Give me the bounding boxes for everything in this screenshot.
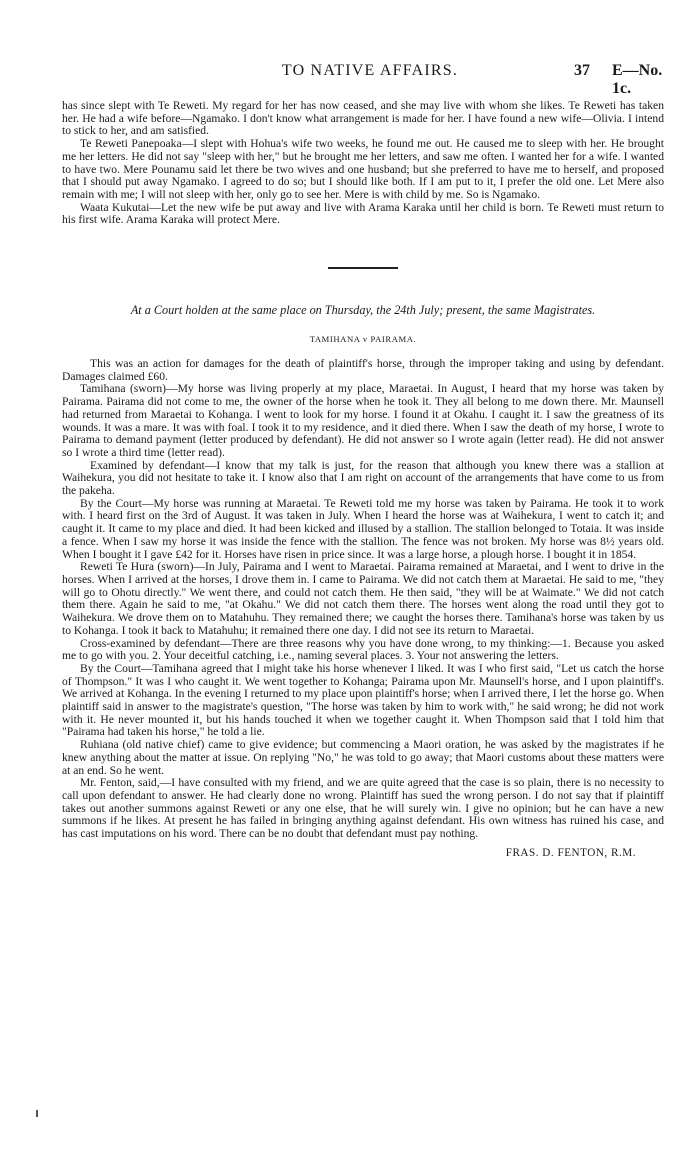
court-heading: At a Court holden at the same place on Thursday, the 24th July; present, the same Magistrates. — [130, 303, 596, 318]
margin-mark — [36, 1110, 38, 1117]
page-header — [60, 62, 680, 97]
page-number: 37 — [574, 62, 590, 79]
paragraph: Tamihana (sworn)—My horse was living properly at my place, Maraetai. In August, I heard that my horse was taken by Pairama. Pairama did not come to me, the owner of the horse when he took it. They all belong to me down there. Mr. Maunsell had returned from Maraetai to Kohanga. I went to look for my horse. I found it at Okahu. I caught it. I saw the greatness of its wounds. It was a mare. It was with foal. I took it to my residence, and it died there. When I saw the death of my horse, I wrote to Pairama to demand payment (letter produced by defendant). He did not answer so I wrote again (letter read). He did not answer so I wrote a third time (letter read). — [62, 382, 664, 459]
signature: FRAS. D. FENTON, R.M. — [505, 846, 636, 859]
paragraph: By the Court—My horse was running at Maraetai. Te Reweti told me my horse was taken by Pairama. He took it to work with. I heard first on the 3rd of August. It was taken in July. When I heard the horse was at Waihekura, I went to catch it; and caught it. It came to my place and died. It had been kicked and illused by a stallion. The stallion belonged to Totaia. It was inside a fence. When I saw my horse it was inside the fence with the stallion. The fence was not broken. My horse was 8½ years old. When I bought it I gave £42 for it. Horses have risen in price since. It was a large horse, a plough horse. I bought it in 1854. — [62, 496, 664, 561]
document-body — [62, 100, 664, 859]
document-reference: E—No. 1c. — [612, 62, 663, 97]
paragraph: Cross-examined by defendant—There are three reasons why you have done wrong, to my thinking:—1. Because you asked me to go with you. 2. Your deceitful catching, i.e., naming several places. 3. Your not answering the letters. — [62, 636, 664, 663]
paragraph: Mr. Fenton, said,—I have consulted with my friend, and we are quite agreed that the case is so plain, there is no necessity to call upon defendant to answer. He had clearly done no wrong. Plaintiff has sued the wrong person. I do not say that if plaintiff takes out another summons against Reweti or any one else, that he will surely win. I give no opinion; but he can have a new summons if he likes. At present he has failed in bringing anything against defendant. His own witness has ruined his case, and has cast imputations on his word. There can be no doubt that defendant must pay nothing. — [62, 776, 664, 841]
header-title: TO NATIVE AFFAIRS. — [281, 62, 459, 79]
paragraph: Examined by defendant—I know that my talk is just, for the reason that although you knew there was a stallion at Waihekura, you did not hesitate to take it. I know also that I am right on account of the arrangements that have come to us from the pakeha. — [62, 458, 664, 498]
paragraph: Waata Kukutai—Let the new wife be put away and live with Arama Karaka until her child is born. Te Reweti must return to his first wife. Arama Karaka will protect Mere. — [62, 200, 664, 227]
paragraph: Ruhiana (old native chief) came to give evidence; but commencing a Maori oration, he was asked by the magistrates if he knew anything about the matter at issue. On replying "No," he was told to go away; that Maori customs about these matters were at an end. So he went. — [62, 738, 664, 777]
paragraph: has since slept with Te Reweti. My regard for her has now ceased, and she may live with whom she likes. Te Reweti has taken her. He had a wife before—Ngamako. I don't know what arrangement is made for her. I have found a new wife—Olivia. I intend to stick to her, and am satisfied. — [62, 99, 664, 138]
paragraph: This was an action for damages for the death of plaintiff's horse, through the improper taking and using by defendant. Damages claimed £60. — [62, 357, 664, 383]
paragraph: Te Reweti Panepoaka—I slept with Hohua's wife two weeks, he found me out. He caused me to sleep with her. He brought me her letters. He did not say "sleep with her," but he brought me her letters, and saw me often. I wanted her for a wife. I wanted to have two. Mere Pounamu said let there be two wives and one husband; but she preferred to have me to herself, and proposed that I should put away Ngamako. I agreed to do so; but I should like both. If I am put to it, I prefer the old one. Let Mere also remain with me; I will not sleep with her, only go to see her. Mere is with child by me. So is Ngamako. — [62, 137, 664, 201]
case-title: TAMIHANA v PAIRAMA. — [309, 334, 417, 345]
paragraph: By the Court—Tamihana agreed that I might take his horse whenever I liked. It was I who first said, "Let us catch the horse of Thompson." It was I who caught it. We went together to Kohanga; Pairama upon Mr. Maunsell's horse, and I upon plaintiff's. We arrived at Kohanga. In the evening I returned to my place upon plaintiff's horse; when I arrived there, I let the horse go. When plaintiff said in answer to the magistrate's question, "The horse was taken by him to work with," he said wrong; he did not work with it. He never mounted it, but his hands touched it when we together caught it. When Thompson said that I told him that "Pairama had taken his horse," he told a lie. — [62, 661, 664, 739]
section-divider — [328, 267, 398, 269]
paragraph: Reweti Te Hura (sworn)—In July, Pairama and I went to Maraetai. Pairama remained at Maraetai, and I went to drive in the horses. When I arrived at the horses, I drove them in. I came to Pairama. We did not catch them at Maraetai. He said to me, "they will go to Ohotu directly." We went there, and could not catch them. He then said, "they will be at Waimate." We did not catch them there. Again he said to me, "at Okahu." We did not catch them there. The horses went along the road until they got to Waihekura. We drove them on to Matahuhu. They remained there; we caught the horses there. Tamihana's horse was taken by us to Kohanga. I took it back to Matahuhu; it remained there one day. I did not see its return to Maraetai. — [62, 560, 664, 637]
